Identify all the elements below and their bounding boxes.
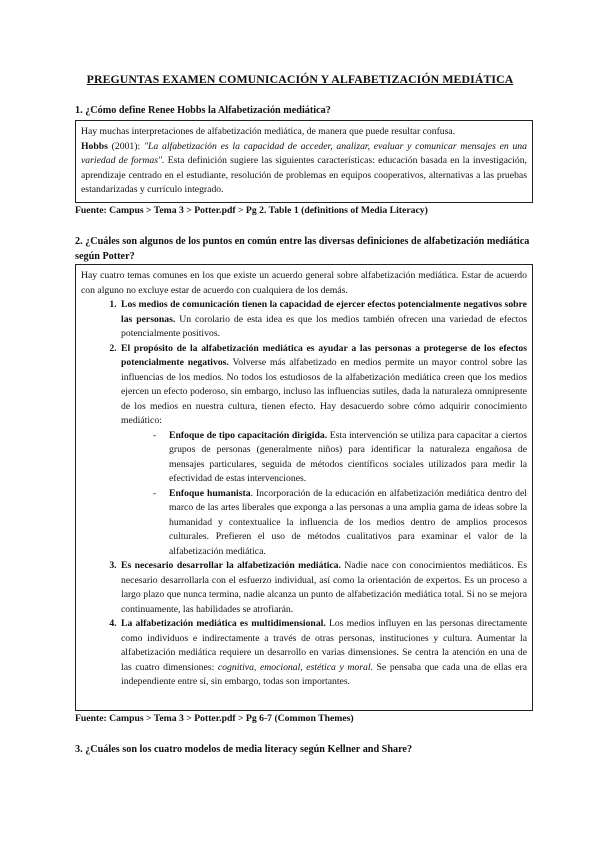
document-title: PREGUNTAS EXAMEN COMUNICACIÓN Y ALFABETIZACIÓN MEDIÁTICA bbox=[86, 72, 514, 86]
theme-4-tail: . Se pensaba que cada una de ellas era independiente entre sí, sin embargo, todas son importantes. bbox=[121, 661, 528, 687]
theme-1-title: Los medios de comunicación tienen la capacidad de ejercer efectos potencialmente negativos sobre las personas. bbox=[121, 299, 527, 325]
hobbs-author: Hobbs bbox=[81, 140, 108, 152]
theme-2-text: Volverse más alfabetizado en medios permite un mayor control sobre las influencias de los medios. No todos los estudiosos de la alfabetización mediática creen que los medios ejercen un efecto poderoso, sin embargo, incluso las influencias sutiles, dada la naturaleza omnipresente de los medios en nuestra cultura, tienen efecto. Hay desacuerdo sobre cómo adquirir conocimiento mediático: bbox=[121, 357, 527, 426]
answer-2-box bbox=[75, 264, 533, 711]
approaches-list bbox=[121, 429, 527, 560]
answer-1-definition bbox=[81, 140, 527, 198]
hobbs-quote: "La alfabetización es la capacidad de acceder, analizar, evaluar y comunicar mensajes en una variedad de formas". bbox=[81, 140, 527, 166]
answer-1-characteristics: Esta definición sugiere las siguientes características: educación basada en la investigación, aprendizaje centrado en el estudiante, resolución de problemas en equipos cooperativos, alternativas a las pruebas estandarizadas y currículo integrado. bbox=[81, 155, 527, 195]
question-3-heading: 3. ¿Cuáles son los cuatro modelos de media literacy según Kellner and Share? bbox=[75, 744, 413, 755]
theme-3-title: Es necesario desarrollar la alfabetización mediática. bbox=[121, 560, 341, 571]
theme-item-1 bbox=[119, 298, 527, 342]
source-2: Fuente: Campus > Tema 3 > Potter.pdf > Pg 6-7 (Common Themes) bbox=[75, 713, 354, 724]
approach-item-1 bbox=[153, 429, 527, 487]
theme-3-text: Nadie nace con conocimientos mediáticos. Es necesario desarrollarla con el esfuerzo individual, así como la orientación de expertos. Es un proceso a largo plazo que nunca termina, nadie alcanza un punto de alfabetización mediática total. Si no se mejora continuamente, las habilidades se atrofiarán. bbox=[121, 560, 527, 615]
question-2-heading: 2. ¿Cuáles son algunos de los puntos en común entre las diversas definiciones de alfabetización mediática según Potter? bbox=[75, 236, 530, 262]
theme-4-title: La alfabetización mediática es multidimensional. bbox=[121, 618, 326, 629]
answer-1-intro: Hay muchas interpretaciones de alfabetización mediática, de manera que puede resultar confusa. bbox=[81, 126, 456, 137]
source-1: Fuente: Campus > Tema 3 > Potter.pdf > Pg 2. Table 1 (definitions of Media Literacy) bbox=[75, 205, 428, 216]
approach-2-title: Enfoque humanista bbox=[169, 487, 251, 499]
approach-2-text: . Incorporación de la educación en alfabetización mediática dentro del marco de las artes liberales que exponga a las personas a una amplia gama de ideas sobre la humanidad y contextualice la influencia de los medios dentro de amplios procesos culturales. Prefieren el uso de métodos cualitativos para examinar el valor de la alfabetización mediática. bbox=[169, 487, 527, 557]
theme-item-3 bbox=[119, 559, 527, 617]
theme-1-text: Un corolario de esta idea es que los medios también ofrecen una variedad de efectos potencialmente positivos. bbox=[121, 313, 527, 339]
approach-1-text: Esta intervención se utiliza para capacitar a ciertos grupos de personas (generalmente niños) para identificar la naturaleza engañosa de mensajes particulares, seguida de métodos científicos sociales utilizados para medir la efectividad de estas intervenciones. bbox=[169, 429, 527, 484]
hobbs-year: (2001): bbox=[107, 140, 144, 152]
theme-item-2 bbox=[119, 342, 527, 560]
common-themes-list bbox=[81, 298, 527, 690]
answer-2-intro: Hay cuatro temas comunes en los que existe un acuerdo general sobre alfabetización mediática. Estar de acuerdo con alguno no excluye estar de acuerdo con cualquiera de los demás. bbox=[81, 270, 527, 296]
question-1-heading: 1. ¿Cómo define Renee Hobbs la Alfabetización mediática? bbox=[75, 105, 331, 116]
theme-4-dimensions: cognitiva, emocional, estética y moral bbox=[217, 661, 371, 673]
theme-item-4 bbox=[119, 617, 527, 690]
theme-4-text: Los medios influyen en las personas directamente como individuos e indirectamente a través de otras personas, instituciones y cultura. Aumentar la alfabetización mediática requiere un desarrollo en varias dimensiones. Se centra la atención en una de las cuatro dimensiones: bbox=[121, 618, 528, 673]
answer-1-box bbox=[75, 120, 533, 203]
approach-1-title: Enfoque de tipo capacitación dirigida. bbox=[169, 429, 328, 441]
theme-2-title: El propósito de la alfabetización mediática es ayudar a las personas a protegerse de los efectos potencialmente negativos. bbox=[121, 342, 527, 368]
approach-item-2 bbox=[153, 487, 527, 560]
